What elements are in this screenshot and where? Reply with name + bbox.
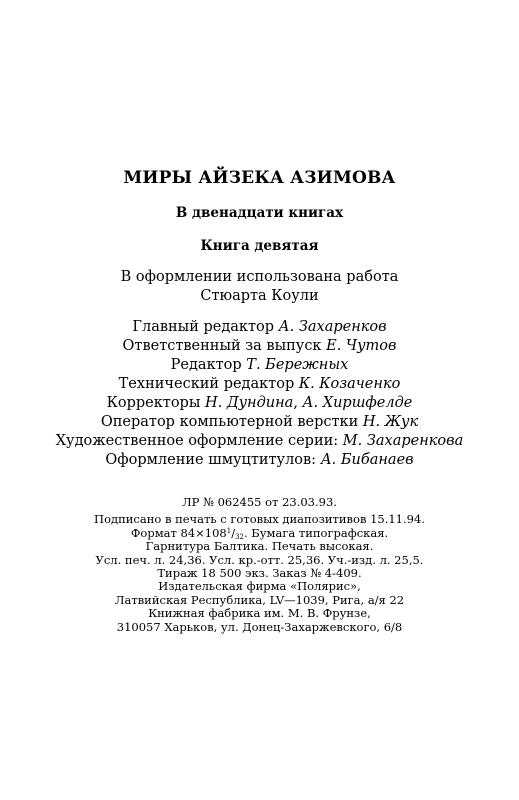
- format-slash: /: [231, 525, 236, 540]
- book-number: Книга девятая: [200, 238, 319, 254]
- credit-name: Е. Чутов: [326, 338, 397, 354]
- format-suffix: . Бумага типографская.: [244, 525, 389, 540]
- imprint-sheets: Усл. печ. л. 24,36. Усл. кр.-отт. 25,36. Уч.-изд. л. 25,5.: [95, 552, 424, 567]
- imprint-signed: Подписано в печать с готовых диапозитивов 15.11.94.: [94, 512, 425, 526]
- credit-line: [0, 451, 519, 470]
- imprint-typeface: Гарнитура Балтика. Печать высокая.: [145, 539, 374, 554]
- credit-name: А. Бибанаев: [320, 452, 414, 468]
- imprint-run: Тираж 18 500 экз. Заказ № 4-409.: [157, 566, 362, 581]
- credit-name: К. Козаченко: [298, 376, 401, 392]
- credit-line: [0, 432, 519, 451]
- publisher-line: Латвийская Республика, LV—1039, Рига, а/я 22: [114, 592, 405, 607]
- license-number: ЛР № 062455 от 23.03.93.: [182, 495, 337, 509]
- imprint-format: [0, 527, 519, 541]
- credit-line: [0, 356, 519, 375]
- cover-design-note: [0, 268, 519, 306]
- credit-line: [0, 375, 519, 394]
- credit-line: [0, 318, 519, 337]
- credit-name: Н. Жук: [362, 414, 419, 430]
- credit-role: Редактор: [170, 357, 242, 373]
- credit-role: Технический редактор: [118, 376, 295, 392]
- credit-name: Н. Дундина: [204, 395, 294, 411]
- format-denominator: 32: [235, 532, 244, 541]
- format-numerator: 1: [226, 526, 232, 535]
- credit-name-2: А. Хиршфелде: [302, 395, 413, 411]
- publisher-line: Издательская фирма «Полярис»,: [158, 579, 361, 593]
- imprint-block: [0, 513, 519, 581]
- credit-line: [0, 337, 519, 356]
- credit-role: Корректоры: [106, 395, 201, 411]
- credit-name: Т. Бережных: [246, 357, 349, 373]
- credit-line: [0, 394, 519, 413]
- publisher-block: [0, 580, 519, 634]
- credit-role: Оформление шмуцтитулов:: [105, 452, 317, 468]
- publisher-line: 310057 Харьков, ул. Донец-Захаржевского, 6/8: [116, 619, 403, 634]
- credit-name: М. Захаренкова: [342, 433, 464, 449]
- credit-role: Оператор компьютерной верстки: [100, 414, 359, 430]
- series-title: МИРЫ АЙЗЕКА АЗИМОВА: [123, 168, 396, 188]
- credit-line: [0, 413, 519, 432]
- credit-name: А. Захаренков: [278, 319, 387, 335]
- cover-design-line: Стюарта Коули: [200, 288, 319, 304]
- credit-role: Ответственный за выпуск: [122, 338, 322, 354]
- credit-separator: ,: [293, 395, 298, 411]
- credit-role: Художественное оформление серии:: [55, 433, 339, 449]
- volumes-note: В двенадцати книгах: [175, 205, 344, 221]
- cover-design-line: В оформлении использована работа: [120, 269, 399, 285]
- format-prefix: Формат 84×108: [130, 525, 227, 540]
- credit-role: Главный редактор: [132, 319, 275, 335]
- publisher-line: Книжная фабрика им. М. В. Фрунзе,: [148, 606, 371, 621]
- credits-list: [0, 318, 519, 470]
